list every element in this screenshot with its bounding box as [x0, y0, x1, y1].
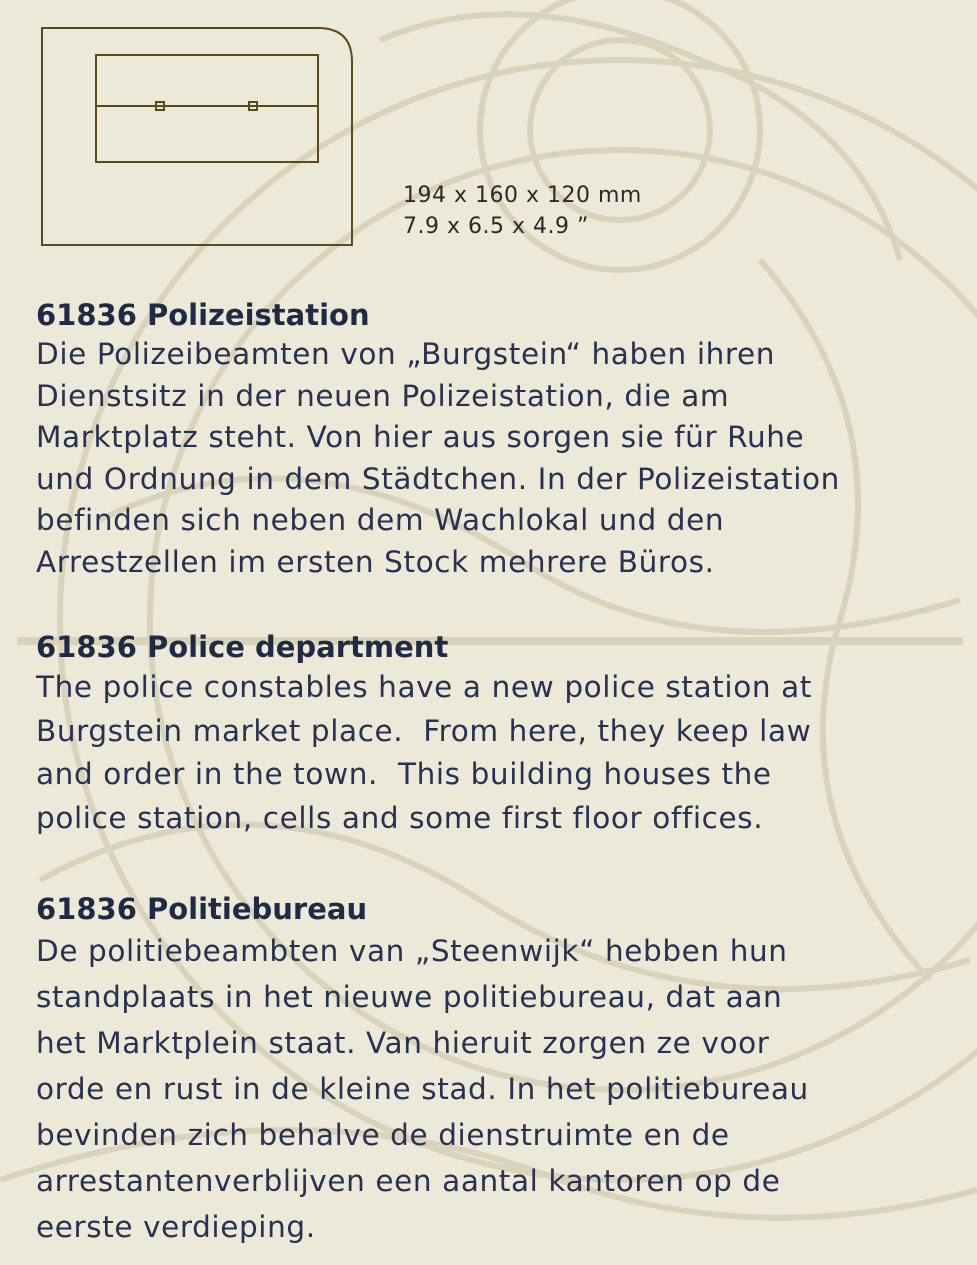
body-line: Marktplatz steht. Von hier aus sorgen sie für Ruhe	[36, 420, 805, 454]
body-line: and order in the town. This building houses the	[36, 757, 772, 791]
section-heading: 61836 Polizeistation	[36, 298, 370, 332]
body-line: het Marktplein staat. Van hieruit zorgen ze voor	[36, 1026, 770, 1060]
body-line: The police constables have a new police station at	[36, 670, 812, 704]
body-line: De politiebeambten van „Steenwijk“ hebben hun	[36, 934, 788, 968]
body-line: Burgstein market place. From here, they keep law	[36, 713, 812, 748]
section-german	[36, 296, 971, 583]
body-line: Die Polizeibeamten von „Burgstein“ haben ihren	[36, 337, 776, 371]
footprint-diagram	[0, 0, 360, 255]
dimensions-metric: 194 x 160 x 120 mm	[403, 183, 642, 208]
section-heading: 61836 Police department	[36, 630, 449, 664]
body-line: Arrestzellen im ersten Stock mehrere Büros.	[36, 544, 715, 579]
body-line: Dienstsitz in der neuen Polizeistation, die am	[36, 378, 730, 413]
body-line: arrestantenverblijven een aantal kantoren op de	[36, 1164, 781, 1198]
body-line: und Ordnung in dem Städtchen. In der Polizeistation	[36, 461, 840, 496]
body-line: standplaats in het nieuwe politiebureau, dat aan	[36, 980, 783, 1014]
dimensions-label	[403, 180, 642, 242]
body-line: police station, cells and some first floor offices.	[36, 800, 764, 835]
body-line: befinden sich neben dem Wachlokal und den	[36, 503, 725, 537]
section-english	[36, 628, 971, 840]
body-line: orde en rust in de kleine stad. In het politiebureau	[36, 1072, 809, 1106]
section-dutch	[36, 890, 971, 1250]
section-heading: 61836 Politiebureau	[36, 892, 368, 926]
body-line: eerste verdieping.	[36, 1210, 316, 1244]
body-line: bevinden zich behalve de dienstruimte en de	[36, 1118, 730, 1152]
dimensions-imperial: 7.9 x 6.5 x 4.9 ”	[403, 214, 589, 239]
